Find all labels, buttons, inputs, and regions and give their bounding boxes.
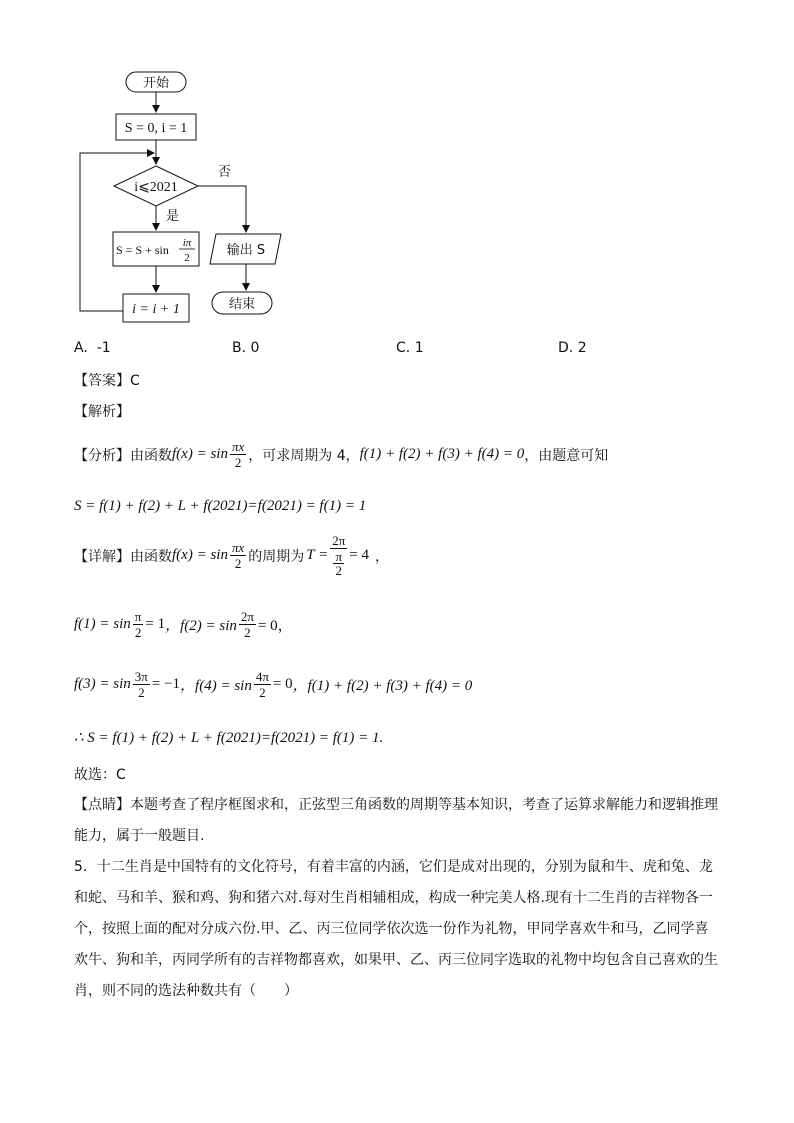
comment-paragraph: 【点睛】本题考查了程序框图求和，正弦型三角函数的周期等基本知识，考查了运算求解能力和逻辑推理能力，属于一般题目.: [74, 797, 718, 844]
yes-label: 是: [166, 209, 180, 224]
update-s-num: iπ: [182, 237, 192, 249]
answer-line: 【答案】C: [74, 373, 140, 389]
period-fraction: 2π π 2: [332, 533, 346, 578]
option-d: D. 2: [558, 340, 587, 356]
init-label: S = 0, i = 1: [124, 121, 188, 136]
detail-line-1: 【详解】 由函数 f(x) = sin $\frac{\pi x}{2}$ 的周期为 T = 2π π 2 = 4 ，: [74, 533, 389, 578]
detail-fraction: $\frac{\pi x}{2}$: [231, 540, 245, 571]
choice-line: 故选：C: [74, 767, 126, 783]
option-c: C. 1: [396, 340, 424, 356]
increment-label: i = i + 1: [132, 302, 180, 317]
update-s-left: S = S + sin: [116, 243, 169, 257]
analysis-line-1: 【分析】 由函数 f(x) = sin $\frac{\pi x}{2}$ ，可求周期为 4， f(1) + f(2) + f(3) + f(4) = 0 ，由题意可知: [74, 439, 609, 470]
start-label: 开始: [142, 76, 170, 91]
detail-conclusion: ∴ S = f(1) + f(2) + L + f(2021)=f(2021) = f(1) = 1.: [74, 730, 384, 746]
end-label: 结束: [228, 297, 256, 312]
option-a: A. -1: [74, 340, 111, 356]
analysis-line-2: S = f(1) + f(2) + L + f(2021)=f(2021) = f(1) = 1: [74, 498, 367, 514]
jiexi-tag: 【解析】: [74, 404, 130, 420]
option-b: B. 0: [232, 340, 260, 356]
detail-line-f3-f4: f(3) = sin $\frac{3\pi}{2}$ = −1 ，f(4) = sin $\frac{4\pi}{2}$ = 0 ，f(1) + f(2) + f(3) + f(4) = 0: [74, 669, 473, 700]
program-flowchart: [70, 66, 290, 328]
no-label: 否: [218, 165, 232, 180]
condition-label: i⩽2021: [134, 180, 178, 195]
analysis-fraction: $\frac{\pi x}{2}$: [231, 439, 245, 470]
question-5: 5．十二生肖是中国特有的文化符号，有着丰富的内涵，它们是成对出现的，分别为鼠和牛、虎和兔、龙和蛇、马和羊、猴和鸡、狗和猪六对.每对生肖相辅相成，构成一种完美人格.现有十二生肖的吉祥物各一个，按照上面的配对分成六份.甲、乙、丙三位同学依次选一份作为礼物，甲同学喜欢牛和马，乙同学喜欢牛、狗和羊，丙同学所有的吉祥物都喜欢，如果甲、乙、丙三位同字选取的礼物中均包含自己喜欢的生肖，则不同的选法种数共有（ ）: [74, 859, 718, 999]
detail-line-f1-f2: f(1) = sin $\frac{\pi}{2}$ = 1 ，f(2) = sin $\frac{2\pi}{2}$ = 0，: [74, 609, 293, 640]
update-s-den: 2: [184, 252, 190, 264]
output-label: 输出 S: [226, 243, 266, 258]
